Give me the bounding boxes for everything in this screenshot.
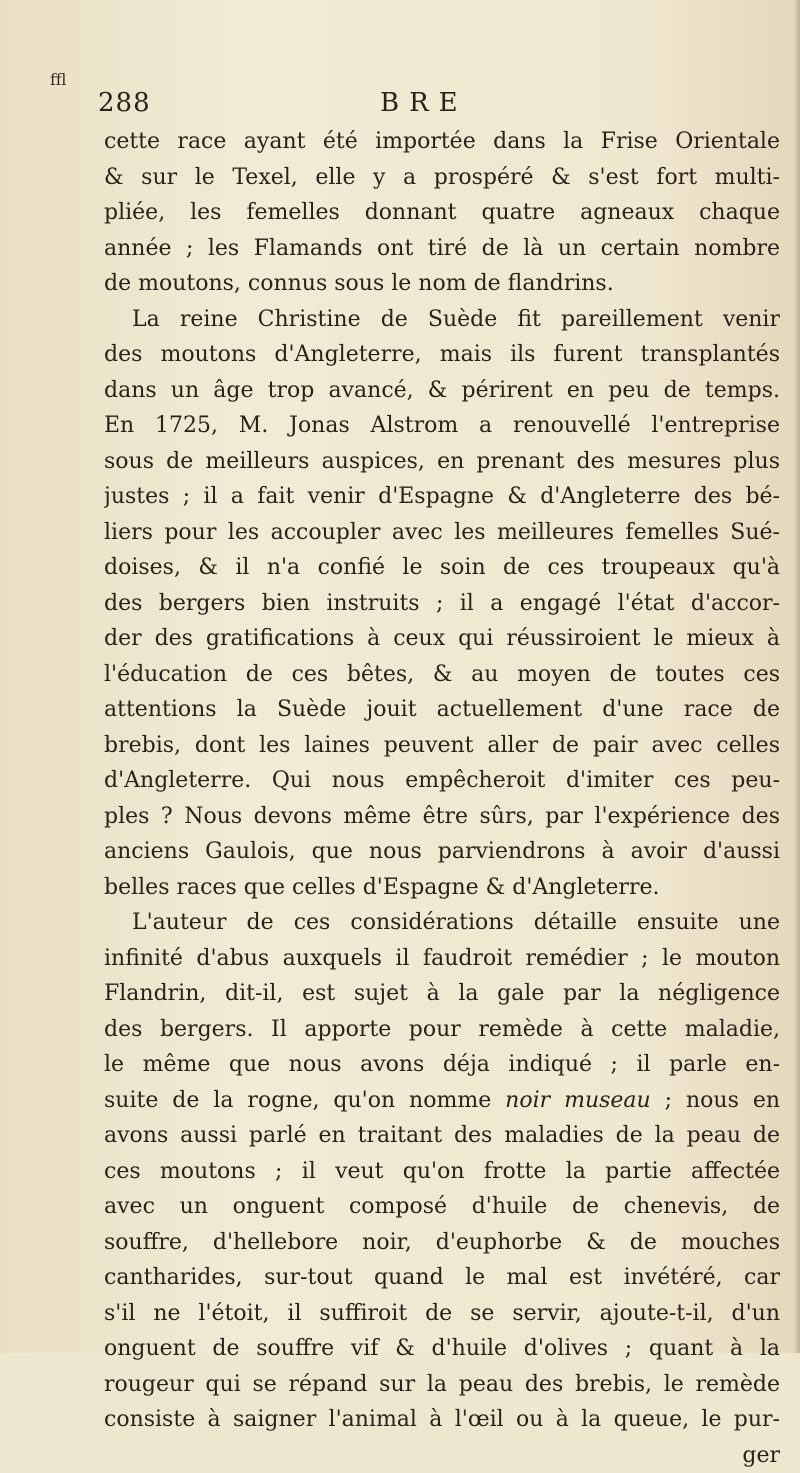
text-line: ples ? Nous devons même être sûrs, par l'expérience des bbox=[104, 799, 780, 835]
paragraph-start-line: La reine Christine de Suède fit pareillement venir bbox=[104, 302, 780, 338]
text-segment: suite de la rogne, qu'on nomme bbox=[104, 1088, 505, 1113]
text-line: souffre, d'hellebore noir, d'euphorbe & de mouches bbox=[104, 1225, 780, 1261]
text-line: des bergers. Il apporte pour remède à cette maladie, bbox=[104, 1012, 780, 1048]
text-line: liers pour les accoupler avec les meilleures femelles Sué- bbox=[104, 515, 780, 551]
text-line: attentions la Suède jouit actuellement d'une race de bbox=[104, 692, 780, 728]
page-header bbox=[98, 88, 698, 128]
text-line: brebis, dont les laines peuvent aller de pair avec celles bbox=[104, 728, 780, 764]
text-line: des moutons d'Angleterre, mais ils furent transplantés bbox=[104, 337, 780, 373]
text-line: belles races que celles d'Espagne & d'Angleterre. bbox=[104, 870, 780, 906]
text-segment: ; nous en bbox=[651, 1088, 780, 1113]
text-line: l'éducation de ces bêtes, & au moyen de toutes ces bbox=[104, 657, 780, 693]
text-line: avec un onguent composé d'huile de chenevis, de bbox=[104, 1189, 780, 1225]
text-line: onguent de souffre vif & d'huile d'olives ; quant à la bbox=[104, 1331, 780, 1367]
text-line: cette race ayant été importée dans la Frise Orientale bbox=[104, 124, 780, 160]
text-line: pliée, les femelles donnant quatre agneaux chaque bbox=[104, 195, 780, 231]
text-line: avons aussi parlé en traitant des maladies de la peau de bbox=[104, 1118, 780, 1154]
text-line: dans un âge trop avancé, & périrent en peu de temps. bbox=[104, 373, 780, 409]
text-line: cantharides, sur-tout quand le mal est invétéré, car bbox=[104, 1260, 780, 1296]
running-head: BRE bbox=[380, 88, 468, 118]
text-line: & sur le Texel, elle y a prospéré & s'est fort multi- bbox=[104, 160, 780, 196]
text-line: d'Angleterre. Qui nous empêcheroit d'imiter ces peu- bbox=[104, 763, 780, 799]
text-line: En 1725, M. Jonas Alstrom a renouvellé l'entreprise bbox=[104, 408, 780, 444]
paragraph-start-line: L'auteur de ces considérations détaille ensuite une bbox=[104, 905, 780, 941]
text-line: des bergers bien instruits ; il a engagé l'état d'accor- bbox=[104, 586, 780, 622]
italic-term: noir museau bbox=[505, 1088, 651, 1113]
text-line: de moutons, connus sous le nom de flandrins. bbox=[104, 266, 780, 302]
text-line: sous de meilleurs auspices, en prenant des mesures plus bbox=[104, 444, 780, 480]
text-line: justes ; il a fait venir d'Espagne & d'Angleterre des bé- bbox=[104, 479, 780, 515]
text-line: consiste à saigner l'animal à l'œil ou à la queue, le pur- bbox=[104, 1402, 780, 1438]
text-line: rougeur qui se répand sur la peau des brebis, le remède bbox=[104, 1367, 780, 1403]
page-number: 288 bbox=[98, 88, 151, 118]
text-line: doises, & il n'a confié le soin de ces troupeaux qu'à bbox=[104, 550, 780, 586]
text-line: le même que nous avons déja indiqué ; il parle en- bbox=[104, 1047, 780, 1083]
body-text bbox=[104, 124, 780, 1473]
text-line-with-italic bbox=[104, 1083, 780, 1119]
printer-ornament: ﬄ bbox=[50, 70, 66, 89]
text-line: infinité d'abus auxquels il faudroit remédier ; le mouton bbox=[104, 941, 780, 977]
text-line: der des gratifications à ceux qui réussiroient le mieux à bbox=[104, 621, 780, 657]
text-line: Flandrin, dit-il, est sujet à la gale par la négligence bbox=[104, 976, 780, 1012]
text-line: s'il ne l'étoit, il suffiroit de se servir, ajoute-t-il, d'un bbox=[104, 1296, 780, 1332]
text-line: ces moutons ; il veut qu'on frotte la partie affectée bbox=[104, 1154, 780, 1190]
page-edge-shadow bbox=[794, 0, 800, 1353]
text-line: année ; les Flamands ont tiré de là un certain nombre bbox=[104, 231, 780, 267]
catchword: ger bbox=[104, 1438, 780, 1473]
text-line: anciens Gaulois, que nous parviendrons à avoir d'aussi bbox=[104, 834, 780, 870]
